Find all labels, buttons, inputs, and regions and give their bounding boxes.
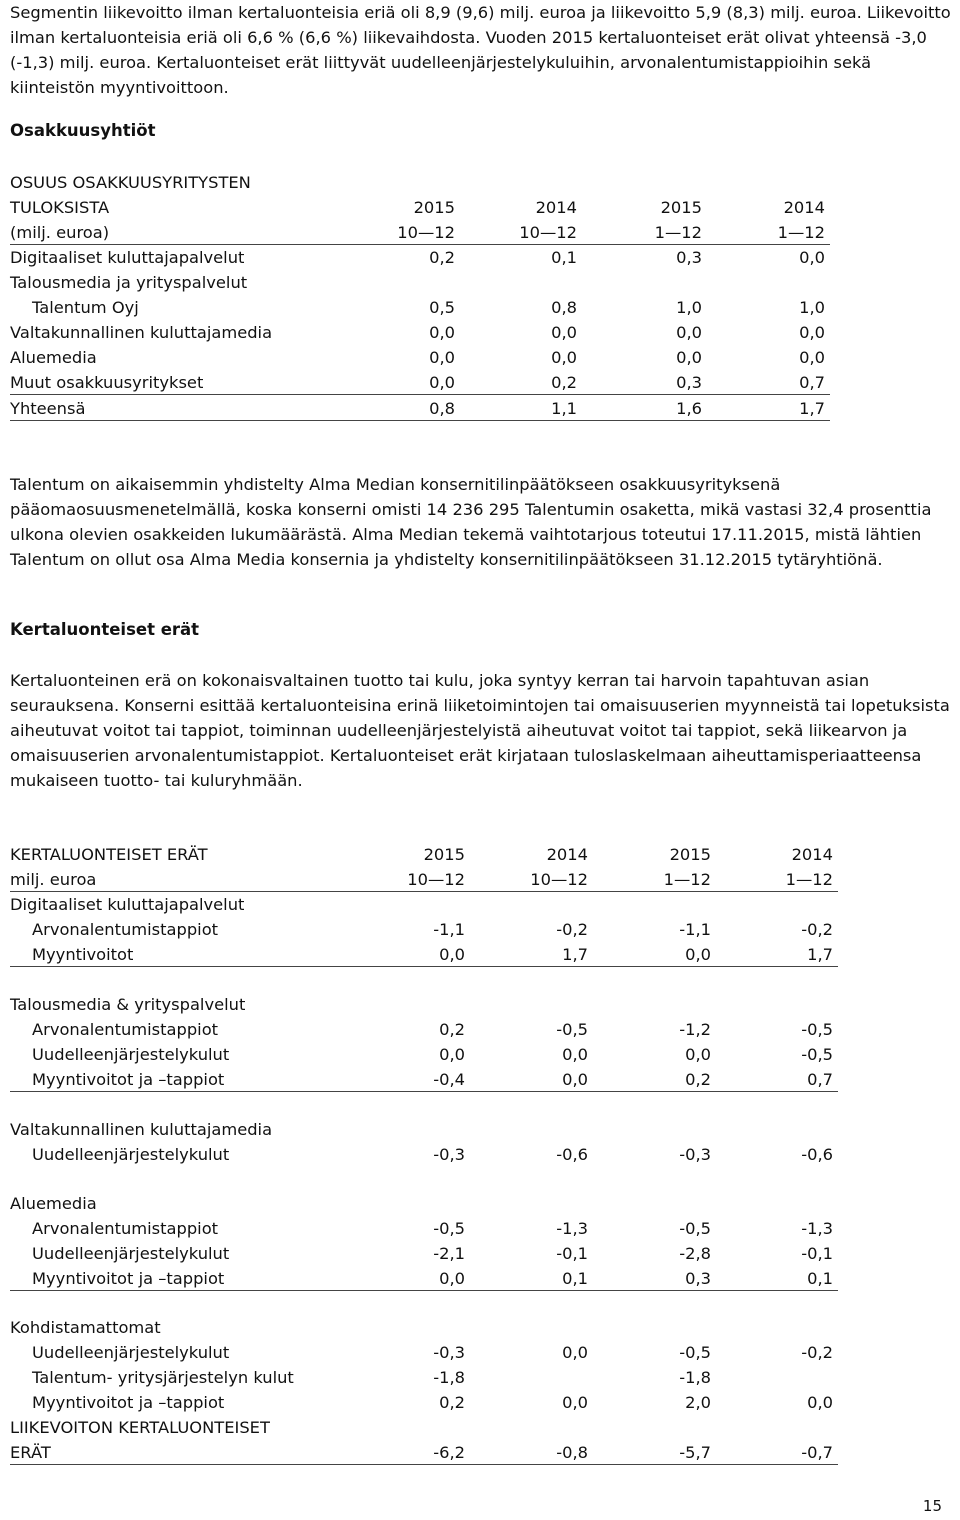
cell-value: -1,3: [556, 1219, 588, 1238]
row-label: Uudelleenjärjestelykulut: [32, 1244, 230, 1263]
row-label: Aluemedia: [10, 348, 97, 367]
cell-value: 0,0: [439, 945, 465, 964]
row-label: Uudelleenjärjestelykulut: [32, 1045, 230, 1064]
cell-value: 0,1: [562, 1269, 588, 1288]
row-label: Myyntivoitot ja –tappiot: [32, 1070, 225, 1089]
cell-value: -1,2: [679, 1020, 711, 1039]
table-rule: [10, 966, 838, 967]
table-row: [10, 1365, 838, 1390]
table-row: [10, 295, 830, 320]
cell-value: 2,0: [685, 1393, 711, 1412]
row-label: Aluemedia: [10, 1194, 97, 1213]
cell-value: -0,2: [801, 1343, 833, 1362]
cell-value: 1,7: [807, 945, 833, 964]
table-header-row: [10, 867, 838, 892]
column-year: 2015: [423, 845, 465, 864]
cell-value: 0,1: [551, 248, 577, 267]
cell-value: -0,6: [801, 1145, 833, 1164]
table-header-label: TULOKSISTA: [10, 198, 110, 217]
cell-value: -1,8: [679, 1368, 711, 1387]
column-year: 2015: [413, 198, 455, 217]
table-row: [10, 345, 830, 370]
column-period: 10—12: [530, 870, 588, 889]
table-row: [10, 245, 830, 270]
cell-value: 0,2: [685, 1070, 711, 1089]
row-label: Talentum Oyj: [32, 298, 139, 317]
table-row: [10, 1241, 838, 1266]
cell-value: -0,3: [433, 1145, 465, 1164]
column-period: 10—12: [397, 223, 455, 242]
row-label: ERÄT: [10, 1443, 51, 1462]
page-number: 15: [922, 1497, 942, 1515]
table-header-row: [10, 195, 830, 220]
cell-value: -0,6: [556, 1145, 588, 1164]
cell-value: 0,0: [799, 248, 825, 267]
table-header-label: (milj. euroa): [10, 223, 110, 242]
talentum-paragraph: Talentum on aikaisemmin yhdistelty Alma Median konsernitilinpäätökseen osakkuusyrityksenä pääomaosuusmenetelmällä, koska konserni omisti 14 236 295 Talentumin osaketta, mikä vastasi 32,4 prosenttia ulkona olevien osakkeiden lukumäärästä. Alma Median tekemä vaihtotarjous toteutui 17.11.2015, mistä lähtien Talentum on ollut osa Alma Media konsernia ja yhdistelty konsernitilinpäätökseen 31.12.2015 tytäryhtiönä.: [10, 475, 932, 569]
intro-paragraph: Segmentin liikevoitto ilman kertaluonteisia eriä oli 8,9 (9,6) milj. euroa ja liikevoitto 5,9 (8,3) milj. euroa. Liikevoitto ilman kertaluonteisia eriä oli 6,6 % (6,6 %) liikevaihdosta. Vuoden 2015 kertaluonteiset erät olivat yhteensä -3,0 (-1,3) milj. euroa. Kertaluonteiset erät liittyvät uudelleenjärjestelykuluihin, arvonalentumistappioihin sekä kiinteistön myyntivoittoon.: [10, 3, 951, 97]
cell-value: 1,6: [676, 399, 702, 418]
cell-value: -6,2: [433, 1443, 465, 1462]
cell-value: 0,3: [676, 248, 702, 267]
cell-value: -0,7: [801, 1443, 833, 1462]
cell-value: 0,0: [551, 323, 577, 342]
table-row: [10, 1266, 838, 1291]
column-period: 1—12: [785, 870, 833, 889]
cell-value: 0,2: [439, 1393, 465, 1412]
cell-value: 0,1: [807, 1269, 833, 1288]
row-label: Myyntivoitot ja –tappiot: [32, 1393, 225, 1412]
table-row: [10, 1390, 838, 1415]
column-period: 1—12: [663, 870, 711, 889]
column-year: 2014: [535, 198, 577, 217]
cell-value: -0,2: [556, 920, 588, 939]
table-row: [10, 1440, 838, 1465]
table-row: [10, 1415, 838, 1440]
row-label: Valtakunnallinen kuluttajamedia: [10, 1120, 273, 1139]
cell-value: 0,5: [429, 298, 455, 317]
row-label: LIIKEVOITON KERTALUONTEISET: [10, 1418, 270, 1437]
row-label: Uudelleenjärjestelykulut: [32, 1145, 230, 1164]
row-label: Myyntivoitot ja –tappiot: [32, 1269, 225, 1288]
cell-value: 1,7: [799, 399, 825, 418]
row-label: Arvonalentumistappiot: [32, 1020, 219, 1039]
cell-value: 0,0: [676, 348, 702, 367]
table-row: [10, 917, 838, 942]
table-rule: [10, 394, 830, 395]
table-row: [10, 1191, 838, 1216]
row-label: Arvonalentumistappiot: [32, 920, 219, 939]
table-rule: [10, 1464, 838, 1465]
row-label: Valtakunnallinen kuluttajamedia: [10, 323, 273, 342]
cell-value: 0,0: [562, 1070, 588, 1089]
table-row: [10, 1067, 838, 1092]
cell-value: -0,4: [433, 1070, 465, 1089]
cell-value: 0,0: [439, 1269, 465, 1288]
cell-value: -5,7: [679, 1443, 711, 1462]
table-row: [10, 1017, 838, 1042]
cell-value: -0,5: [679, 1219, 711, 1238]
nonrecurring-heading: Kertaluonteiset erät: [10, 620, 200, 639]
row-label: Talousmedia ja yrityspalvelut: [10, 273, 248, 292]
table-row: [10, 1315, 838, 1340]
row-label: Talousmedia & yrityspalvelut: [10, 995, 246, 1014]
column-period: 10—12: [407, 870, 465, 889]
cell-value: -0,5: [679, 1343, 711, 1362]
table-row: [10, 320, 830, 345]
row-label: Myyntivoitot: [32, 945, 134, 964]
cell-value: 0,0: [562, 1343, 588, 1362]
cell-value: -0,5: [801, 1045, 833, 1064]
table-row: [10, 270, 830, 295]
table-header-label: KERTALUONTEISET ERÄT: [10, 845, 208, 864]
cell-value: -2,8: [679, 1244, 711, 1263]
table-row: [10, 942, 838, 967]
table-row: [10, 1042, 838, 1067]
cell-value: 0,8: [551, 298, 577, 317]
column-year: 2014: [783, 198, 825, 217]
cell-value: -0,1: [556, 1244, 588, 1263]
column-year: 2015: [660, 198, 702, 217]
cell-value: 0,0: [685, 945, 711, 964]
cell-value: 0,3: [676, 373, 702, 392]
table-rule: [10, 1091, 838, 1092]
table-row: [10, 1216, 838, 1241]
cell-value: -0,5: [801, 1020, 833, 1039]
table-rule: [10, 420, 830, 421]
row-label: Muut osakkuusyritykset: [10, 373, 204, 392]
table-header-row: [10, 842, 838, 867]
cell-value: -1,8: [433, 1368, 465, 1387]
cell-value: -0,2: [801, 920, 833, 939]
cell-value: 0,0: [551, 348, 577, 367]
cell-value: 0,8: [429, 399, 455, 418]
cell-value: 0,7: [807, 1070, 833, 1089]
table-header-row: [10, 220, 830, 245]
row-label: Uudelleenjärjestelykulut: [32, 1343, 230, 1362]
column-period: 10—12: [519, 223, 577, 242]
row-label: Digitaaliset kuluttajapalvelut: [10, 895, 245, 914]
cell-value: -0,3: [679, 1145, 711, 1164]
table-row: [10, 396, 830, 421]
column-year: 2015: [669, 845, 711, 864]
cell-value: 0,0: [676, 323, 702, 342]
cell-value: 1,0: [676, 298, 702, 317]
cell-value: 0,3: [685, 1269, 711, 1288]
cell-value: 1,0: [799, 298, 825, 317]
cell-value: 0,2: [551, 373, 577, 392]
cell-value: 0,0: [429, 373, 455, 392]
table-header-label: OSUUS OSAKKUUSYRITYSTEN: [10, 173, 251, 192]
cell-value: 0,0: [429, 348, 455, 367]
cell-value: -0,5: [433, 1219, 465, 1238]
cell-value: -2,1: [433, 1244, 465, 1263]
cell-value: 0,0: [799, 348, 825, 367]
cell-value: 0,0: [799, 323, 825, 342]
cell-value: 0,0: [807, 1393, 833, 1412]
cell-value: -0,5: [556, 1020, 588, 1039]
row-label: Digitaaliset kuluttajapalvelut: [10, 248, 245, 267]
table-row: [10, 1340, 838, 1365]
cell-value: -1,3: [801, 1219, 833, 1238]
cell-value: -0,3: [433, 1343, 465, 1362]
table-row: [10, 370, 830, 395]
nonrecurring-paragraph: Kertaluonteinen erä on kokonaisvaltainen tuotto tai kulu, joka syntyy kerran tai harvoin tapahtuvan asian seurauksena. Konserni esittää kertaluonteisina erinä liiketoimintojen tai omaisuuserien myynneistä tai lopetuksista aiheutuvat voitot tai tappiot, toiminnan uudelleenjärjestelyistä aiheutuvat voitot tai tappiot, sekä liikearvon ja omaisuuserien arvonalentumistappiot. Kertaluonteiset erät kirjataan tuloslaskelmaan aiheuttamisperiaatteensa mukaiseen tuotto- tai kuluryhmään.: [10, 671, 950, 790]
cell-value: 0,2: [429, 248, 455, 267]
table-header-label: milj. euroa: [10, 870, 97, 889]
column-period: 1—12: [654, 223, 702, 242]
column-year: 2014: [791, 845, 833, 864]
table-row: [10, 1117, 838, 1142]
cell-value: 1,1: [551, 399, 577, 418]
cell-value: 0,0: [685, 1045, 711, 1064]
cell-value: 1,7: [562, 945, 588, 964]
row-label: Yhteensä: [10, 399, 86, 418]
cell-value: 0,0: [562, 1393, 588, 1412]
cell-value: 0,0: [562, 1045, 588, 1064]
row-label: Kohdistamattomat: [10, 1318, 161, 1337]
cell-value: 0,0: [439, 1045, 465, 1064]
column-year: 2014: [546, 845, 588, 864]
row-label: Talentum- yritysjärjestelyn kulut: [32, 1368, 294, 1387]
cell-value: -0,1: [801, 1244, 833, 1263]
table-row: [10, 892, 838, 917]
cell-value: -0,8: [556, 1443, 588, 1462]
cell-value: 0,0: [429, 323, 455, 342]
column-period: 1—12: [777, 223, 825, 242]
table-rule: [10, 1290, 838, 1291]
associates-heading: Osakkuusyhtiöt: [10, 121, 156, 140]
row-label: Arvonalentumistappiot: [32, 1219, 219, 1238]
table-row: [10, 1142, 838, 1167]
cell-value: 0,2: [439, 1020, 465, 1039]
table-row: [10, 992, 838, 1017]
cell-value: -1,1: [679, 920, 711, 939]
cell-value: -1,1: [433, 920, 465, 939]
cell-value: 0,7: [799, 373, 825, 392]
